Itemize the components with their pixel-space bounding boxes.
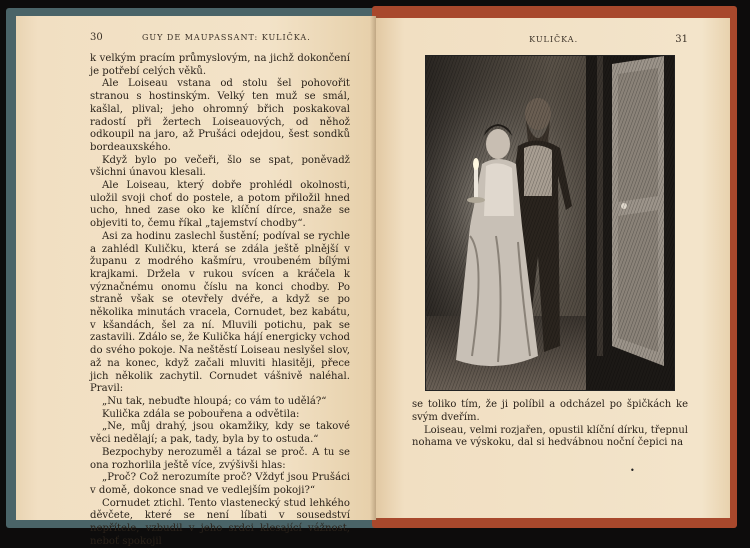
paragraph: Cornudet ztichl. Tento vlastenecký stud lehkého děvčete, které se není líbati v sousedství nepřítele, vzbudil v jeho srdci klesající vážnost, neboť spokojil — [90, 497, 350, 547]
page-mark-dot: • — [630, 466, 635, 475]
paragraph: „Nu tak, nebuďte hloupá; co vám to udělá?“ — [102, 395, 327, 407]
paragraph: k velkým pracím průmyslovým, na jichž dokončení je potřebí celých věků. — [90, 53, 350, 77]
paragraph: „Ne, můj drahý, jsou okamžiky, kdy se takové věci nedělají; a pak, tady, byla by to ostuda.“ — [90, 421, 350, 446]
left-body-text — [90, 53, 350, 548]
paragraph: Asi za hodinu zaslechl šustění; podíval se rychle a zahlédl Kuličku, která se zdála ještě plnější v županu z modrého kašmíru, vroubeném bílými krajkami. Držela v rukou svícen a kráčela k význačnému onomu číslu na konci chodby. Po straně však se otevřely dvéře, a když se po několika minutách vracela, Cornudet, bez kabátu, v kšandách, šel za ní. Mluvili potichu, pak se zastavili. Zdálo se, že Kulička hájí energicky vchod do svého pokoje. Na neštěstí Loiseau neslyšel slov, až na konec, když začali mluviti hlasitěji, přece jich několik zachytil. Cornudet vášnivě naléhal. Pravil: — [90, 230, 350, 395]
paragraph: Ale Loiseau, který dobře prohlédl okolnosti, uložil svoji choť do postele, a potom přiložil hned ucho, hned zase oko ke klíční dírce, snaže se objeviti to, čemu říkal „tajemství chodby“. — [90, 180, 350, 230]
paragraph: Bezpochyby nerozuměl a tázal se proč. A tu se ona rozhorlila ještě více, zvýšivši hlas: — [90, 446, 350, 471]
paragraph: Když bylo po večeři, šlo se spat, poněvadž všichni únavou klesali. — [90, 154, 350, 179]
right-body-text — [412, 399, 688, 450]
right-running-title: KULIČKA. — [529, 35, 579, 44]
right-page — [376, 18, 730, 518]
paragraph: se toliko tím, že ji políbil a odcházel po špičkách ke svým dveřím. — [412, 399, 688, 423]
paragraph: „Proč? Což nerozumíte proč? Vždyť jsou Prušáci v domě, dokonce snad ve vedlejším pokoji?“ — [90, 472, 350, 496]
paragraph: Ale Loiseau vstana od stolu šel pohovořit stranou s hostinským. Velký ten muž se smál, kašlal, plival; jeho ohromný břich poskakoval radostí při žertech Loiseauových, od něhož odkoupil na jaro, až Prušáci odejdou, šest sondků bordeauxského. — [90, 78, 350, 153]
paragraph: Loiseau, velmi rozjařen, opustil klíční dírku, třepnul nohama ve výskoku, dal si hedvábnou noční čepici na — [412, 424, 688, 449]
left-page — [16, 16, 376, 547]
left-running-title: GUY DE MAUPASSANT: KULIČKA. — [141, 33, 311, 42]
left-running-head — [90, 32, 350, 43]
left-page-number: 30 — [90, 32, 103, 43]
engraving-illustration-icon — [425, 55, 675, 391]
right-running-head — [412, 34, 688, 45]
paragraph: Kulička zdála se pobouřena a odvětila: — [102, 408, 300, 420]
right-page-number: 31 — [675, 34, 688, 45]
